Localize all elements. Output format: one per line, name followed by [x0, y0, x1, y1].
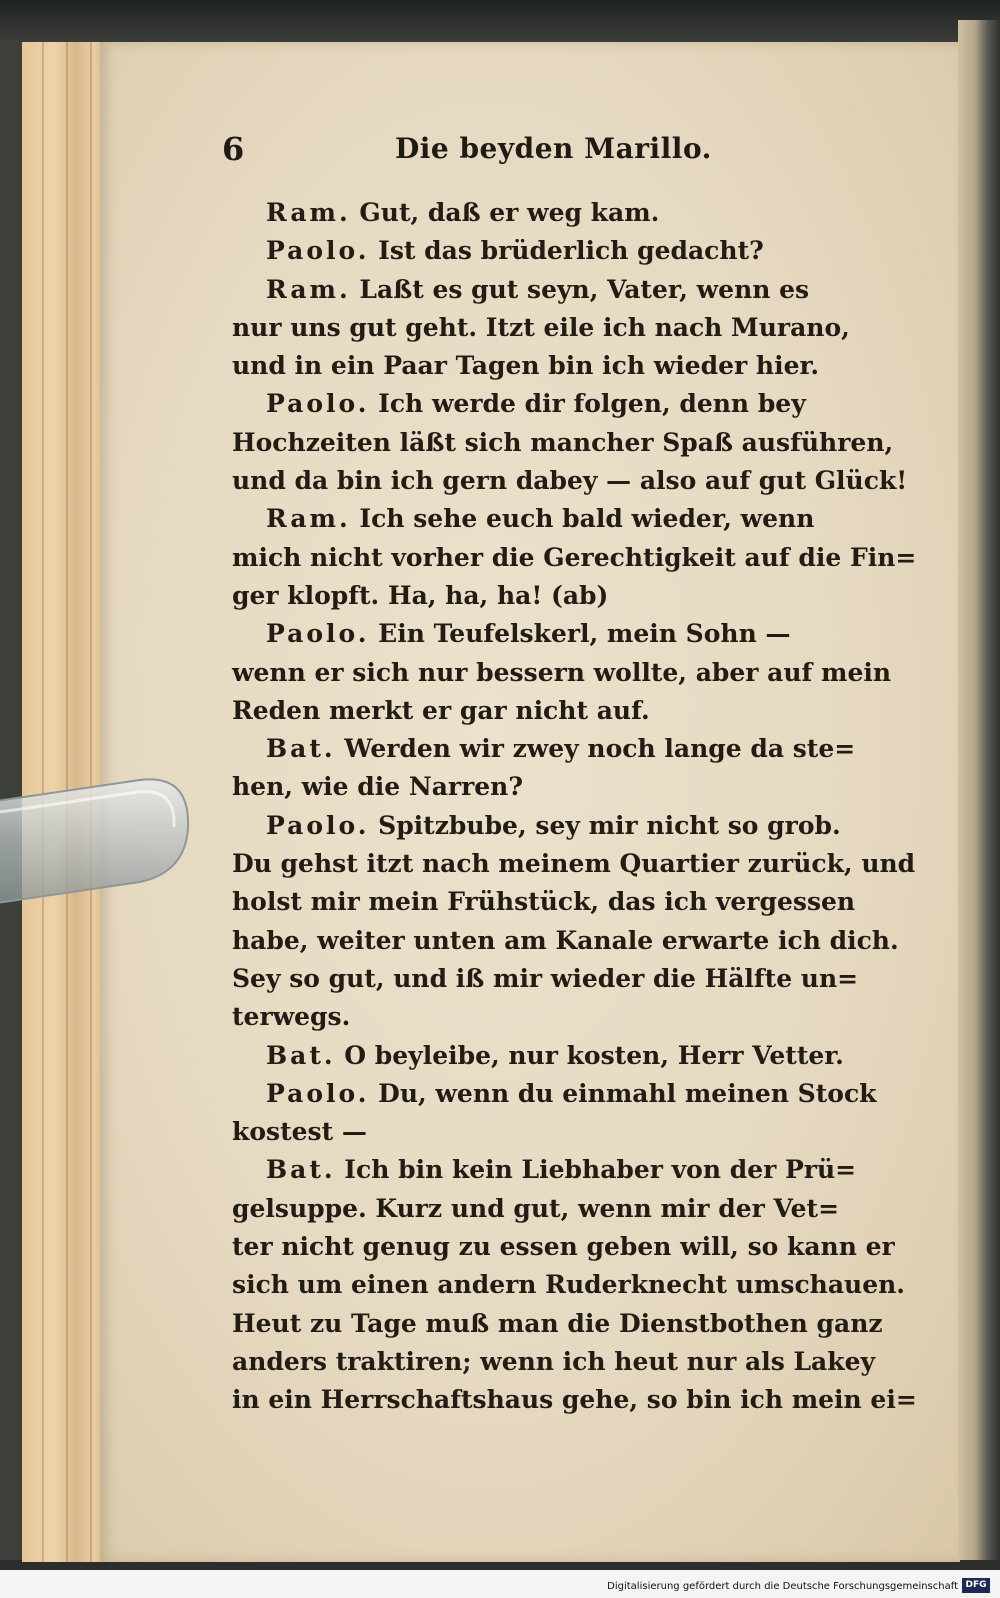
- text-line: [232, 692, 892, 730]
- text-line: [232, 807, 892, 845]
- line-text: O beyleibe, nur kosten, Herr Vetter.: [335, 1040, 844, 1070]
- text-line: [232, 232, 892, 270]
- line-text: Ist das brüderlich gedacht?: [369, 236, 764, 266]
- line-text: und in ein Paar Tagen bin ich wieder hier.: [232, 351, 820, 381]
- text-line: [232, 385, 892, 423]
- line-text: habe, weiter unten am Kanale erwarte ich dich.: [232, 925, 899, 955]
- line-text: Ich sehe euch bald wieder, wenn: [350, 504, 815, 534]
- line-text: und da bin ich gern dabey — also auf gut Glück!: [232, 466, 908, 496]
- text-line: [232, 768, 892, 806]
- running-title: Die beyden Marillo.: [395, 132, 712, 165]
- text-line: [232, 730, 892, 768]
- text-line: [232, 1151, 892, 1189]
- text-line: [232, 1305, 892, 1343]
- line-text: Reden merkt er gar nicht auf.: [232, 695, 650, 725]
- line-text: Ich werde dir folgen, denn bey: [369, 389, 806, 419]
- text-line: [232, 1266, 906, 1304]
- line-text: Hochzeiten läßt sich mancher Spaß ausführen,: [232, 427, 894, 457]
- line-text: ger klopft. Ha, ha, ha! (ab): [232, 580, 609, 610]
- line-text: in ein Herrschaftshaus gehe, so bin ich mein ei=: [232, 1385, 917, 1415]
- speaker-name: Bat.: [266, 1155, 336, 1185]
- speaker-name: Paolo.: [266, 236, 370, 266]
- line-text: Heut zu Tage muß man die Dienstbothen ganz: [232, 1308, 883, 1338]
- speaker-name: Paolo.: [266, 810, 370, 840]
- text-line: [232, 1190, 892, 1228]
- speaker-name: Ram.: [266, 198, 351, 227]
- text-line: [232, 998, 892, 1036]
- text-line: [232, 1228, 895, 1266]
- text-line: [232, 424, 892, 462]
- line-text: anders traktiren; wenn ich heut nur als Lakey: [232, 1346, 876, 1376]
- line-text: Gut, daß er weg kam.: [350, 198, 660, 227]
- text-line: [232, 271, 892, 309]
- text-line: [232, 1113, 892, 1151]
- line-text: terwegs.: [232, 1002, 351, 1032]
- line-text: sich um einen andern Ruderknecht umschauen.: [232, 1270, 906, 1300]
- line-text: Ich bin kein Liebhaber von der Prü=: [335, 1155, 857, 1185]
- line-text: Spitzbube, sey mir nicht so grob.: [369, 810, 841, 840]
- line-text: mich nicht vorher die Gerechtigkeit auf die Fin=: [232, 542, 917, 572]
- speaker-name: Paolo.: [266, 389, 370, 419]
- text-line: [232, 309, 892, 347]
- line-text: hen, wie die Narren?: [232, 772, 524, 802]
- speaker-name: Ram.: [266, 274, 351, 304]
- line-text: Laßt es gut seyn, Vater, wenn es: [350, 274, 810, 304]
- scan-background-left: [0, 40, 22, 1560]
- text-line: [232, 1037, 892, 1075]
- line-text: Du, wenn du einmahl meinen Stock: [369, 1078, 877, 1108]
- line-text: gelsuppe. Kurz und gut, wenn mir der Vet=: [232, 1193, 840, 1223]
- line-text: kostest —: [232, 1117, 367, 1147]
- page-number: 6: [222, 130, 245, 168]
- text-line: [232, 1075, 892, 1113]
- text-line: [232, 1381, 917, 1419]
- text-line: [232, 347, 892, 385]
- text-line: [232, 922, 899, 960]
- text-line: [232, 845, 916, 883]
- page-edges-stack: [22, 42, 112, 1562]
- text-line: [232, 462, 908, 500]
- line-text: Ein Teufelskerl, mein Sohn —: [369, 619, 791, 649]
- line-text: holst mir mein Frühstück, das ich vergessen: [232, 887, 856, 917]
- speaker-name: Paolo.: [266, 619, 370, 649]
- text-line: [232, 960, 892, 998]
- line-text: Du gehst itzt nach meinem Quartier zurück, und: [232, 849, 916, 879]
- scan-background-top: [0, 0, 1000, 42]
- digitization-credit: Digitalisierung gefördert durch die Deutsche Forschungsgemeinschaft: [607, 1581, 958, 1592]
- speaker-name: Paolo.: [266, 1078, 370, 1108]
- line-text: Sey so gut, und iß mir wieder die Hälfte un=: [232, 963, 859, 993]
- text-line: [232, 577, 892, 615]
- text-line: [232, 1343, 892, 1381]
- text-line: [232, 539, 917, 577]
- text-line: [232, 654, 892, 692]
- line-text: Werden wir zwey noch lange da ste=: [335, 734, 856, 764]
- line-text: ter nicht genug zu essen geben will, so kann er: [232, 1232, 895, 1262]
- page-text: [232, 194, 917, 1420]
- text-line: [232, 615, 892, 653]
- speaker-name: Ram.: [266, 504, 351, 534]
- dfg-logo: DFG: [962, 1578, 990, 1593]
- speaker-name: Bat.: [266, 1040, 336, 1070]
- page-right-edge: [958, 20, 1000, 1560]
- text-line: [232, 500, 892, 538]
- line-text: nur uns gut geht. Itzt eile ich nach Murano,: [232, 312, 850, 342]
- line-text: wenn er sich nur bessern wollte, aber auf mein: [232, 657, 892, 687]
- speaker-name: Bat.: [266, 734, 336, 764]
- text-line: [232, 194, 892, 232]
- text-line: [232, 883, 892, 921]
